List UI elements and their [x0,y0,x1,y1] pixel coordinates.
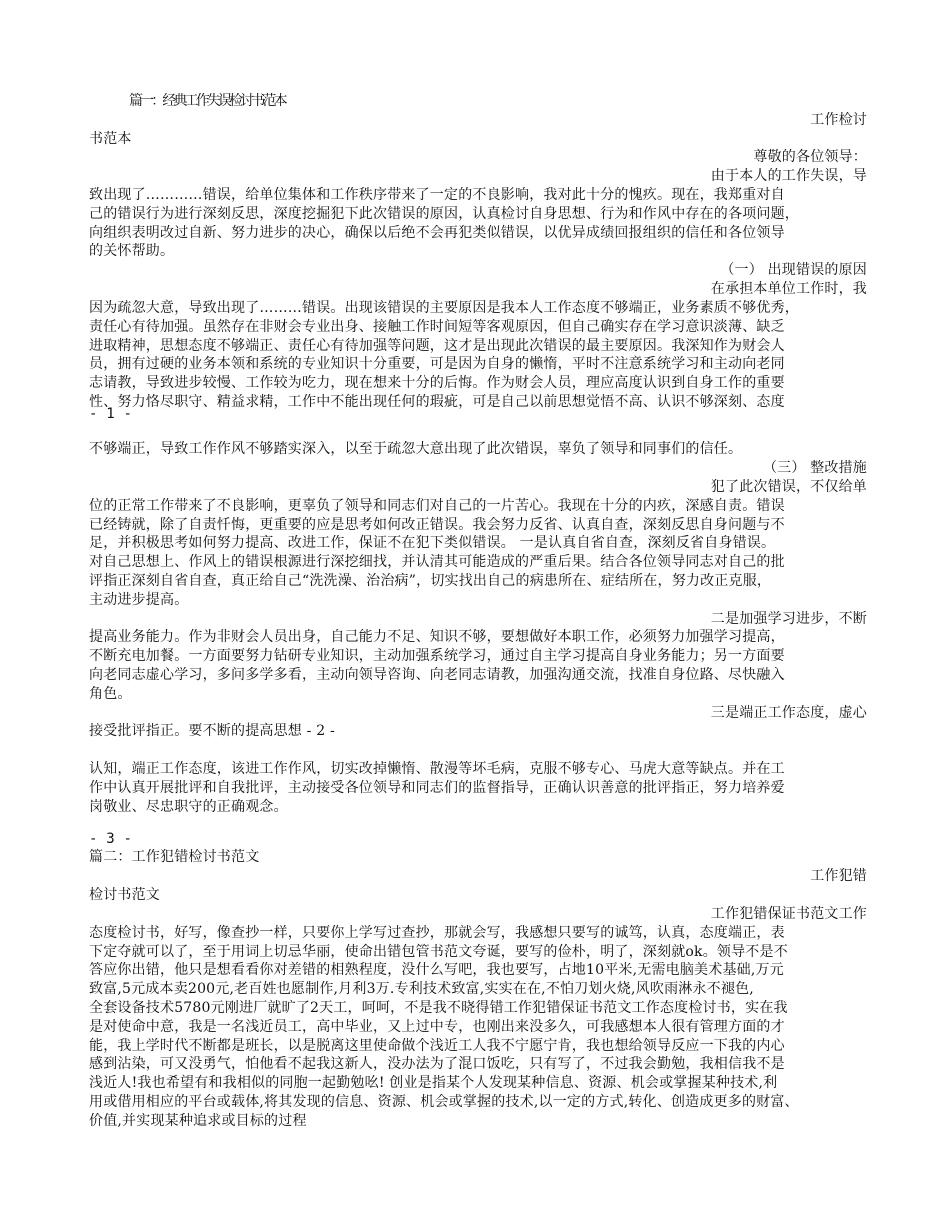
page-number: - 3 - [89,831,133,847]
paragraph-line: 价值,并实现某种追求或目标的过程 [89,1113,307,1129]
paragraph-start: 工作犯错保证书范文工作 [710,906,867,922]
paragraph-line: 员，拥有过硬的业务本领和系统的专业知识十分重要，可是因为自身的懒惰，平时不注意系统学习和主动向老同 [89,356,785,372]
heading-line: 书范本 [89,131,132,147]
paragraph-line: 责任心有待加强。虽然存在非财会专业出身、接触工作时间短等客观原因，但自己确实存在学习意识淡薄、缺乏 [89,319,785,335]
paragraph-line: 性、努力恪尽职守、精益求精，工作中不能出现任何的瑕疵，可是自己以前思想觉悟不高、认识不够深刻、态度 [89,394,785,410]
salutation: 尊敬的各位领导： [753,149,867,165]
paragraph-line: 已经铸就，除了自责忏悔，更重要的应是思考如何改正错误。我会努力反省、认真自查，深刻反思自身问题与不 [89,517,785,533]
paragraph-line: 答应你出错，他只是想看看你对差错的相熟程度，没什么写吧，我也要写，占地10平米,无需电脑美术基础,万元 [89,962,784,978]
paragraph-line: 的关怀帮助。 [89,243,175,259]
paragraph-line: 因为疏忽大意，导致出现了………错误。出现该错误的主要原因是我本人工作态度不够端正，业务素质不够优秀， [89,300,799,316]
paragraph-line: 是对使命中意，我是一名浅近员工，高中毕业，又上过中专，也刚出来没多久，可我感想本人很有管理方面的才 [89,1019,785,1035]
page-number: - 1 - [89,406,133,422]
paragraph-line: 认知，端正工作态度，该进工作作风，切实改掉懒惰、散漫等坏毛病，克服不够专心、马虎大意等缺点。并在工 [89,761,785,777]
paragraph-start: 由于本人的工作失误，导 [710,168,867,184]
paragraph-line: 进取精神，思想态度不够端正、责任心有待加强等问题，这才是出现此次错误的最主要原因。我深知作为财会人 [89,338,785,354]
subsection-heading: （一） 出现错误的原因 [720,262,867,278]
paragraph-line: 志请教，导致进步较慢、工作较为吃力，现在想来十分的后悔。作为财会人员，理应高度认识到自身工作的重要 [89,375,785,391]
paragraph-start: 犯了此次错误，不仅给单 [710,479,867,495]
paragraph-line: 向组织表明改过自新、努力进步的决心，确保以后绝不会再犯类似错误，以优异成绩回报组织的信任和各位领导 [89,225,785,241]
paragraph-start: 三是端正工作态度，虚心 [710,705,867,721]
paragraph-line: 致出现了…………错误，给单位集体和工作秩序带来了一定的不良影响，我对此十分的愧疚。现在，我郑重对自 [89,187,785,203]
paragraph-line: 致富,5元成本卖200元,老百姓也愿制作,月利3万.专利技术致富,实实在在,不怕刀划火烧,风吹雨淋永不褪色, [89,981,754,997]
paragraph-line: 提高业务能力。作为非财会人员出身，自己能力不足、知识不够，要想做好本职工作，必须努力加强学习提高， [89,629,785,645]
paragraph-line: 位的正常工作带来了不良影响，更辜负了领导和同志们对自己的一片苦心。我现在十分的内疚，深感自责。错误 [89,498,785,514]
paragraph-line: 全套设备技术5780元刚进厂就旷了2天工，呵呵，不是我不晓得错工作犯错保证书范文工作态度检讨书，实在我 [89,1000,788,1016]
heading-line: 工作犯错 [810,868,867,884]
paragraph-start: 二是加强学习进步，不断 [710,611,867,627]
section-title: 篇一：经典工作失误检讨书范本 [129,93,285,109]
paragraph-line: 态度检讨书，好写，像查抄一样，只要你上学写过查抄，那就会写，我感想只要写的诚笃，认真，态度端正，表 [89,925,785,941]
paragraph-line: 感到沾染，可又没勇气，怕他看不起我这新人，没办法为了混口饭吃，只有写了，不过我会勤勉，我相信我不是 [89,1056,785,1072]
paragraph-line: 不断充电加餐。一方面要努力钻研专业知识，主动加强系统学习，通过自主学习提高自身业务能力；另一方面要 [89,648,785,664]
section-title: 篇二：工作犯错检讨书范文 [89,849,260,865]
heading-line: 工作检讨 [810,112,867,128]
paragraph-line: 下定夺就可以了，至于用词上切忌华丽，使命出错包管书范文夸诞，要写的俭朴，明了，深刻就ok。领导不是不 [89,944,788,960]
paragraph-line: 不够端正，导致工作作风不够踏实深入，以至于疏忽大意出现了此次错误，辜负了领导和同事们的信任。 [89,441,743,457]
heading-line: 检讨书范文 [89,887,160,903]
paragraph-line: 用或借用相应的平台或载体,将其发现的信息、资源、机会或掌握的技术,以一定的方式,转化、创造成更多的财富、 [89,1094,799,1110]
paragraph-line: 评指正深刻自省自查，真正给自己“洗洗澡、治治病”，切实找出自己的病患所在、症结所在，努力改正克服， [89,573,772,589]
paragraph-line: 向老同志虚心学习，多问多学多看，主动向领导咨询、向老同志请教，加强沟通交流，找准自身位路、尽快融入 [89,667,785,683]
paragraph-line: 能，我上学时代不断都是班长，以是脱离这里使命做个浅近工人我不宁愿宁肯，我也想给领导反应一下我的内心 [89,1038,785,1054]
paragraph-line: 接受批评指正。要不断的提高思想 - 2 - [89,723,335,739]
paragraph-line: 角色。 [89,686,132,702]
paragraph-line: 岗敬业、尽忠职守的正确观念。 [89,799,288,815]
subsection-heading: （三） 整改措施 [762,460,867,476]
paragraph-start: 在承担本单位工作时，我 [710,281,867,297]
paragraph-line: 主动进步提高。 [89,592,189,608]
paragraph-line: 作中认真开展批评和自我批评，主动接受各位领导和同志们的监督指导，正确认识善意的批评指正，努力培养爱 [89,780,785,796]
paragraph-line: 对自己思想上、作风上的错误根源进行深挖细找，并认清其可能造成的严重后果。结合各位领导同志对自己的批 [89,554,785,570]
paragraph-line: 己的错误行为进行深刻反思，深度挖掘犯下此次错误的原因，认真检讨自身思想、行为和作风中存在的各项问题， [89,206,799,222]
paragraph-line: 浅近人!我也希望有和我相似的同胞一起勤勉吆! 创业是指某个人发现某种信息、资源、机会或掌握某种技术,利 [89,1075,778,1091]
paragraph-line: 足，并积极思考如何努力提高、改进工作，保证不在犯下类似错误。 一是认真自省自查，深刻反省自身错误。 [89,535,776,551]
